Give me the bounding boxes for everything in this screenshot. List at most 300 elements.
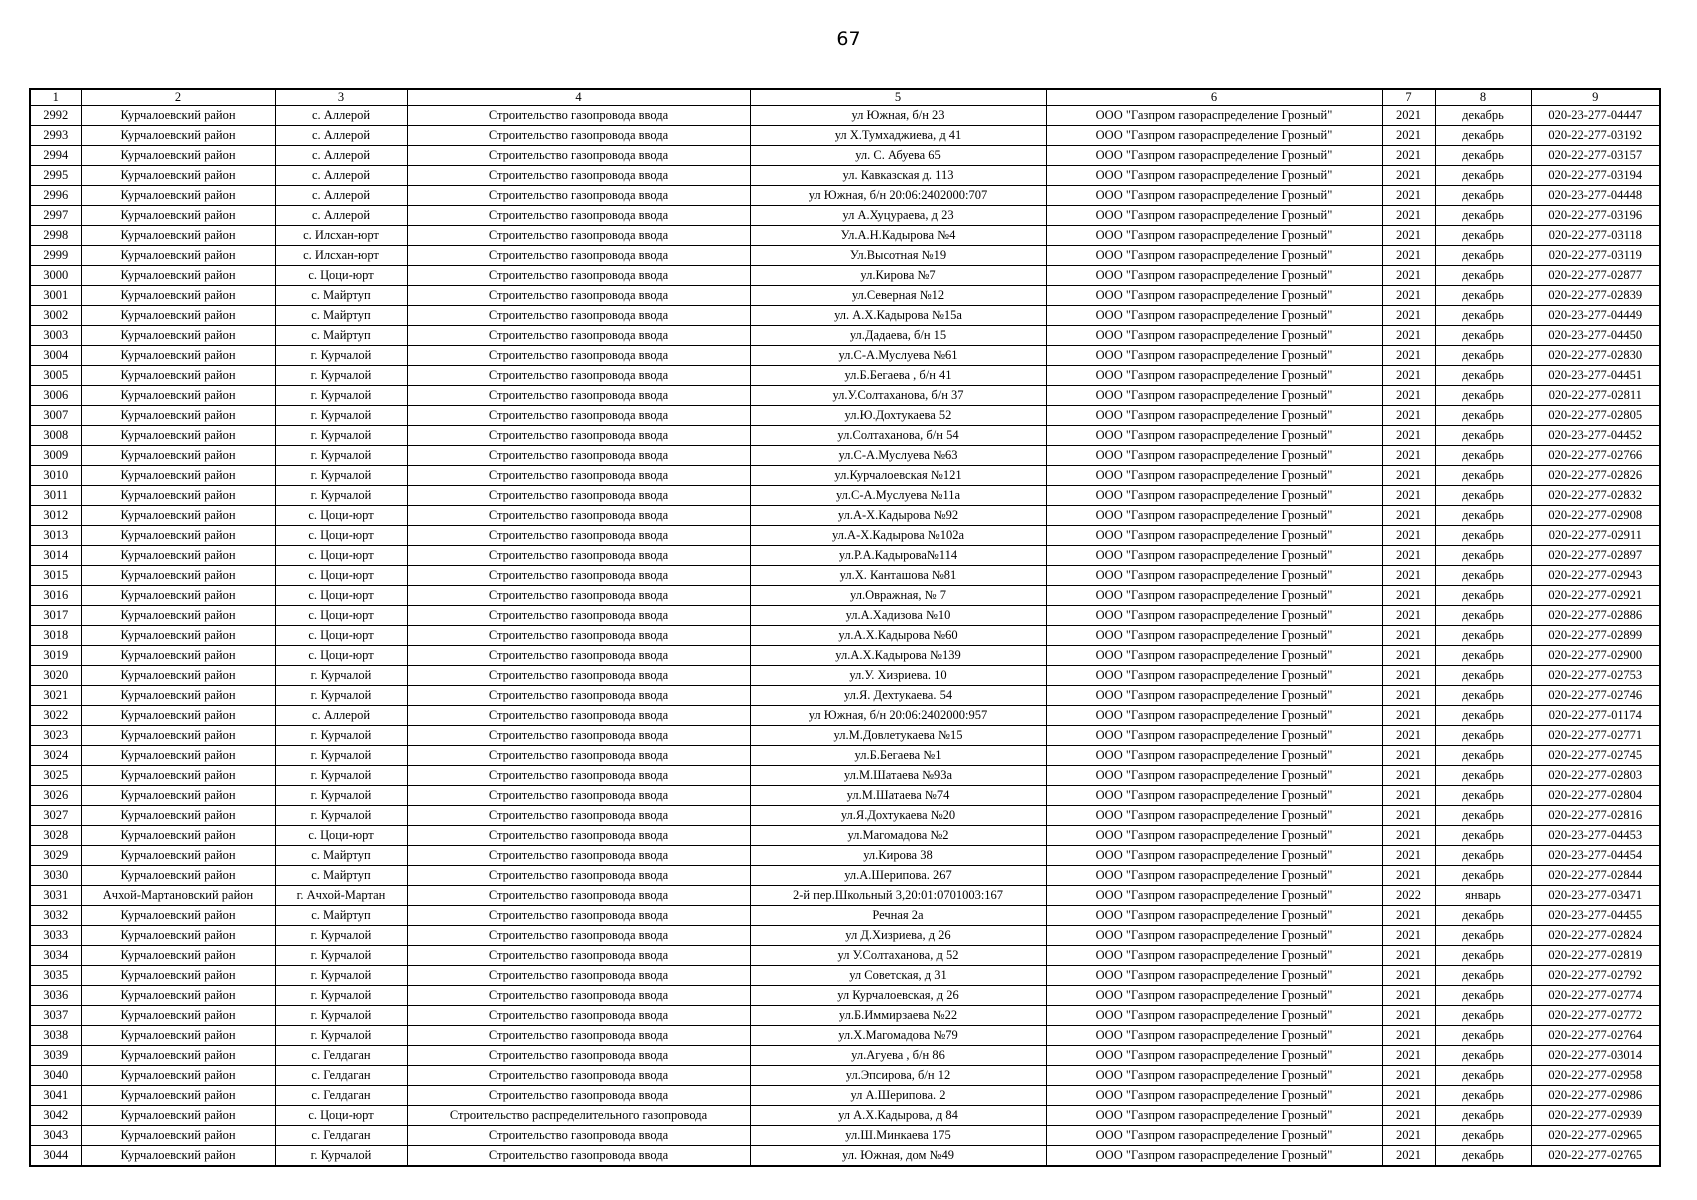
district-cell: Курчалоевский район bbox=[81, 346, 275, 366]
table-row bbox=[30, 146, 1660, 166]
address-cell: ул.Эпсирова, б/н 12 bbox=[750, 1066, 1046, 1086]
district-cell: Курчалоевский район bbox=[81, 1126, 275, 1146]
row-number-cell: 3037 bbox=[30, 1006, 81, 1026]
table-row bbox=[30, 366, 1660, 386]
address-cell: ул.Кирова №7 bbox=[750, 266, 1046, 286]
table-row bbox=[30, 286, 1660, 306]
work-type-cell: Строительство газопровода ввода bbox=[407, 1086, 750, 1106]
district-cell: Курчалоевский район bbox=[81, 446, 275, 466]
year-cell: 2021 bbox=[1382, 706, 1435, 726]
contract-number-cell: 020-22-277-02886 bbox=[1531, 606, 1660, 626]
month-cell: декабрь bbox=[1435, 226, 1531, 246]
organization-cell: ООО "Газпром газораспределение Грозный" bbox=[1046, 206, 1382, 226]
address-cell: ул.А.Х.Кадырова №139 bbox=[750, 646, 1046, 666]
table-row bbox=[30, 386, 1660, 406]
contract-number-cell: 020-22-277-02824 bbox=[1531, 926, 1660, 946]
year-cell: 2021 bbox=[1382, 766, 1435, 786]
contract-number-cell: 020-22-277-02899 bbox=[1531, 626, 1660, 646]
month-cell: декабрь bbox=[1435, 206, 1531, 226]
column-header-8: 8 bbox=[1435, 89, 1531, 106]
work-type-cell: Строительство газопровода ввода bbox=[407, 746, 750, 766]
year-cell: 2021 bbox=[1382, 466, 1435, 486]
table-row bbox=[30, 926, 1660, 946]
row-number-cell: 3026 bbox=[30, 786, 81, 806]
address-cell: ул. Южная, дом №49 bbox=[750, 1146, 1046, 1167]
month-cell: декабрь bbox=[1435, 1006, 1531, 1026]
work-type-cell: Строительство газопровода ввода bbox=[407, 1046, 750, 1066]
table-row bbox=[30, 866, 1660, 886]
row-number-cell: 3010 bbox=[30, 466, 81, 486]
organization-cell: ООО "Газпром газораспределение Грозный" bbox=[1046, 1086, 1382, 1106]
organization-cell: ООО "Газпром газораспределение Грозный" bbox=[1046, 966, 1382, 986]
month-cell: декабрь bbox=[1435, 1146, 1531, 1167]
contract-number-cell: 020-22-277-02911 bbox=[1531, 526, 1660, 546]
month-cell: декабрь bbox=[1435, 326, 1531, 346]
locality-cell: г. Курчалой bbox=[275, 486, 407, 506]
organization-cell: ООО "Газпром газораспределение Грозный" bbox=[1046, 926, 1382, 946]
address-cell: ул.Я.Дохтукаева №20 bbox=[750, 806, 1046, 826]
address-cell: ул.С-А.Муслуева №61 bbox=[750, 346, 1046, 366]
address-cell: ул.Х. Канташова №81 bbox=[750, 566, 1046, 586]
work-type-cell: Строительство газопровода ввода bbox=[407, 726, 750, 746]
organization-cell: ООО "Газпром газораспределение Грозный" bbox=[1046, 786, 1382, 806]
district-cell: Курчалоевский район bbox=[81, 926, 275, 946]
locality-cell: г. Курчалой bbox=[275, 366, 407, 386]
address-cell: ул А.Шерипова. 2 bbox=[750, 1086, 1046, 1106]
month-cell: декабрь bbox=[1435, 106, 1531, 126]
organization-cell: ООО "Газпром газораспределение Грозный" bbox=[1046, 866, 1382, 886]
address-cell: ул.У. Хизриева. 10 bbox=[750, 666, 1046, 686]
row-number-cell: 2998 bbox=[30, 226, 81, 246]
district-cell: Курчалоевский район bbox=[81, 186, 275, 206]
organization-cell: ООО "Газпром газораспределение Грозный" bbox=[1046, 1006, 1382, 1026]
month-cell: декабрь bbox=[1435, 346, 1531, 366]
organization-cell: ООО "Газпром газораспределение Грозный" bbox=[1046, 606, 1382, 626]
locality-cell: с. Гелдаган bbox=[275, 1086, 407, 1106]
address-cell: ул.А.Хадизова №10 bbox=[750, 606, 1046, 626]
work-type-cell: Строительство газопровода ввода bbox=[407, 546, 750, 566]
locality-cell: с. Цоци-юрт bbox=[275, 586, 407, 606]
year-cell: 2021 bbox=[1382, 486, 1435, 506]
district-cell: Курчалоевский район bbox=[81, 126, 275, 146]
row-number-cell: 3039 bbox=[30, 1046, 81, 1066]
address-cell: ул.Б.Бегаева , б/н 41 bbox=[750, 366, 1046, 386]
organization-cell: ООО "Газпром газораспределение Грозный" bbox=[1046, 186, 1382, 206]
year-cell: 2021 bbox=[1382, 426, 1435, 446]
contract-number-cell: 020-22-277-02826 bbox=[1531, 466, 1660, 486]
district-cell: Курчалоевский район bbox=[81, 786, 275, 806]
month-cell: декабрь bbox=[1435, 1066, 1531, 1086]
district-cell: Курчалоевский район bbox=[81, 806, 275, 826]
work-type-cell: Строительство газопровода ввода bbox=[407, 926, 750, 946]
year-cell: 2021 bbox=[1382, 526, 1435, 546]
organization-cell: ООО "Газпром газораспределение Грозный" bbox=[1046, 1046, 1382, 1066]
row-number-cell: 3035 bbox=[30, 966, 81, 986]
work-type-cell: Строительство газопровода ввода bbox=[407, 186, 750, 206]
table-row bbox=[30, 1066, 1660, 1086]
organization-cell: ООО "Газпром газораспределение Грозный" bbox=[1046, 586, 1382, 606]
year-cell: 2021 bbox=[1382, 266, 1435, 286]
organization-cell: ООО "Газпром газораспределение Грозный" bbox=[1046, 686, 1382, 706]
year-cell: 2021 bbox=[1382, 1066, 1435, 1086]
work-type-cell: Строительство газопровода ввода bbox=[407, 906, 750, 926]
work-type-cell: Строительство газопровода ввода bbox=[407, 666, 750, 686]
address-cell: ул А.Хуцураева, д 23 bbox=[750, 206, 1046, 226]
row-number-cell: 3000 bbox=[30, 266, 81, 286]
work-type-cell: Строительство газопровода ввода bbox=[407, 846, 750, 866]
address-cell: ул.У.Солтаханова, б/н 37 bbox=[750, 386, 1046, 406]
row-number-cell: 3007 bbox=[30, 406, 81, 426]
address-cell: ул.Курчалоевская №121 bbox=[750, 466, 1046, 486]
month-cell: декабрь bbox=[1435, 466, 1531, 486]
register-table bbox=[29, 88, 1661, 1167]
address-cell: ул.Ю.Дохтукаева 52 bbox=[750, 406, 1046, 426]
row-number-cell: 3030 bbox=[30, 866, 81, 886]
locality-cell: с. Майртуп bbox=[275, 306, 407, 326]
work-type-cell: Строительство газопровода ввода bbox=[407, 326, 750, 346]
row-number-cell: 3015 bbox=[30, 566, 81, 586]
locality-cell: г. Курчалой bbox=[275, 806, 407, 826]
address-cell: ул.М.Довлетукаева №15 bbox=[750, 726, 1046, 746]
contract-number-cell: 020-22-277-02965 bbox=[1531, 1126, 1660, 1146]
contract-number-cell: 020-22-277-02772 bbox=[1531, 1006, 1660, 1026]
table-row bbox=[30, 1086, 1660, 1106]
address-cell: ул.Р.А.Кадырова№114 bbox=[750, 546, 1046, 566]
contract-number-cell: 020-22-277-03119 bbox=[1531, 246, 1660, 266]
work-type-cell: Строительство распределительного газопровода bbox=[407, 1106, 750, 1126]
row-number-cell: 3027 bbox=[30, 806, 81, 826]
contract-number-cell: 020-22-277-03196 bbox=[1531, 206, 1660, 226]
work-type-cell: Строительство газопровода ввода bbox=[407, 626, 750, 646]
organization-cell: ООО "Газпром газораспределение Грозный" bbox=[1046, 906, 1382, 926]
table-row bbox=[30, 326, 1660, 346]
organization-cell: ООО "Газпром газораспределение Грозный" bbox=[1046, 506, 1382, 526]
month-cell: декабрь bbox=[1435, 266, 1531, 286]
table-row bbox=[30, 306, 1660, 326]
month-cell: декабрь bbox=[1435, 286, 1531, 306]
contract-number-cell: 020-22-277-02877 bbox=[1531, 266, 1660, 286]
address-cell: ул Курчалоевская, д 26 bbox=[750, 986, 1046, 1006]
table-row bbox=[30, 546, 1660, 566]
locality-cell: г. Курчалой bbox=[275, 406, 407, 426]
district-cell: Курчалоевский район bbox=[81, 326, 275, 346]
address-cell: ул У.Солтаханова, д 52 bbox=[750, 946, 1046, 966]
organization-cell: ООО "Газпром газораспределение Грозный" bbox=[1046, 366, 1382, 386]
table-row bbox=[30, 106, 1660, 126]
month-cell: декабрь bbox=[1435, 866, 1531, 886]
table-row bbox=[30, 1126, 1660, 1146]
table-row bbox=[30, 166, 1660, 186]
district-cell: Курчалоевский район bbox=[81, 386, 275, 406]
month-cell: декабрь bbox=[1435, 386, 1531, 406]
year-cell: 2021 bbox=[1382, 226, 1435, 246]
month-cell: декабрь bbox=[1435, 146, 1531, 166]
work-type-cell: Строительство газопровода ввода bbox=[407, 946, 750, 966]
organization-cell: ООО "Газпром газораспределение Грозный" bbox=[1046, 946, 1382, 966]
work-type-cell: Строительство газопровода ввода bbox=[407, 866, 750, 886]
row-number-cell: 3017 bbox=[30, 606, 81, 626]
locality-cell: г. Курчалой bbox=[275, 466, 407, 486]
row-number-cell: 3012 bbox=[30, 506, 81, 526]
district-cell: Курчалоевский район bbox=[81, 586, 275, 606]
locality-cell: с. Аллерой bbox=[275, 706, 407, 726]
table-row bbox=[30, 826, 1660, 846]
district-cell: Курчалоевский район bbox=[81, 1046, 275, 1066]
contract-number-cell: 020-22-277-03192 bbox=[1531, 126, 1660, 146]
row-number-cell: 2999 bbox=[30, 246, 81, 266]
address-cell: ул. Кавказская д. 113 bbox=[750, 166, 1046, 186]
locality-cell: с. Гелдаган bbox=[275, 1066, 407, 1086]
locality-cell: г. Курчалой bbox=[275, 766, 407, 786]
contract-number-cell: 020-22-277-02764 bbox=[1531, 1026, 1660, 1046]
organization-cell: ООО "Газпром газораспределение Грозный" bbox=[1046, 886, 1382, 906]
organization-cell: ООО "Газпром газораспределение Грозный" bbox=[1046, 426, 1382, 446]
table-row bbox=[30, 406, 1660, 426]
district-cell: Курчалоевский район bbox=[81, 406, 275, 426]
work-type-cell: Строительство газопровода ввода bbox=[407, 1006, 750, 1026]
district-cell: Курчалоевский район bbox=[81, 546, 275, 566]
address-cell: ул Южная, б/н 20:06:2402000:957 bbox=[750, 706, 1046, 726]
table-row bbox=[30, 946, 1660, 966]
work-type-cell: Строительство газопровода ввода bbox=[407, 606, 750, 626]
table-row bbox=[30, 566, 1660, 586]
table-row bbox=[30, 506, 1660, 526]
year-cell: 2021 bbox=[1382, 806, 1435, 826]
address-cell: ул.А-Х.Кадырова №92 bbox=[750, 506, 1046, 526]
locality-cell: с. Аллерой bbox=[275, 126, 407, 146]
address-cell: ул. С. Абуева 65 bbox=[750, 146, 1046, 166]
row-number-cell: 3020 bbox=[30, 666, 81, 686]
locality-cell: г. Курчалой bbox=[275, 726, 407, 746]
work-type-cell: Строительство газопровода ввода bbox=[407, 566, 750, 586]
organization-cell: ООО "Газпром газораспределение Грозный" bbox=[1046, 466, 1382, 486]
locality-cell: с. Цоци-юрт bbox=[275, 1106, 407, 1126]
address-cell: ул Южная, б/н 23 bbox=[750, 106, 1046, 126]
district-cell: Курчалоевский район bbox=[81, 966, 275, 986]
organization-cell: ООО "Газпром газораспределение Грозный" bbox=[1046, 546, 1382, 566]
locality-cell: г. Курчалой bbox=[275, 966, 407, 986]
row-number-cell: 3031 bbox=[30, 886, 81, 906]
contract-number-cell: 020-22-277-02811 bbox=[1531, 386, 1660, 406]
year-cell: 2021 bbox=[1382, 826, 1435, 846]
table-row bbox=[30, 526, 1660, 546]
district-cell: Курчалоевский район bbox=[81, 306, 275, 326]
contract-number-cell: 020-22-277-02844 bbox=[1531, 866, 1660, 886]
month-cell: декабрь bbox=[1435, 1026, 1531, 1046]
district-cell: Курчалоевский район bbox=[81, 526, 275, 546]
month-cell: декабрь bbox=[1435, 666, 1531, 686]
work-type-cell: Строительство газопровода ввода bbox=[407, 966, 750, 986]
row-number-cell: 3011 bbox=[30, 486, 81, 506]
address-cell: ул А.Х.Кадырова, д 84 bbox=[750, 1106, 1046, 1126]
locality-cell: г. Курчалой bbox=[275, 446, 407, 466]
district-cell: Курчалоевский район bbox=[81, 846, 275, 866]
locality-cell: г. Курчалой bbox=[275, 666, 407, 686]
year-cell: 2021 bbox=[1382, 306, 1435, 326]
year-cell: 2021 bbox=[1382, 126, 1435, 146]
district-cell: Курчалоевский район bbox=[81, 726, 275, 746]
work-type-cell: Строительство газопровода ввода bbox=[407, 526, 750, 546]
row-number-cell: 3029 bbox=[30, 846, 81, 866]
work-type-cell: Строительство газопровода ввода bbox=[407, 146, 750, 166]
work-type-cell: Строительство газопровода ввода bbox=[407, 806, 750, 826]
month-cell: декабрь bbox=[1435, 366, 1531, 386]
district-cell: Курчалоевский район bbox=[81, 146, 275, 166]
address-cell: Ул.Высотная №19 bbox=[750, 246, 1046, 266]
header-row bbox=[30, 89, 1660, 106]
contract-number-cell: 020-22-277-03014 bbox=[1531, 1046, 1660, 1066]
organization-cell: ООО "Газпром газораспределение Грозный" bbox=[1046, 1146, 1382, 1167]
organization-cell: ООО "Газпром газораспределение Грозный" bbox=[1046, 1106, 1382, 1126]
table-row bbox=[30, 906, 1660, 926]
district-cell: Курчалоевский район bbox=[81, 166, 275, 186]
year-cell: 2021 bbox=[1382, 1146, 1435, 1167]
year-cell: 2021 bbox=[1382, 906, 1435, 926]
address-cell: ул.Я. Дехтукаева. 54 bbox=[750, 686, 1046, 706]
contract-number-cell: 020-22-277-02774 bbox=[1531, 986, 1660, 1006]
district-cell: Курчалоевский район bbox=[81, 486, 275, 506]
work-type-cell: Строительство газопровода ввода bbox=[407, 586, 750, 606]
table-row bbox=[30, 786, 1660, 806]
year-cell: 2021 bbox=[1382, 206, 1435, 226]
district-cell: Курчалоевский район bbox=[81, 866, 275, 886]
work-type-cell: Строительство газопровода ввода bbox=[407, 786, 750, 806]
table-row bbox=[30, 686, 1660, 706]
address-cell: ул.М.Шатаева №74 bbox=[750, 786, 1046, 806]
organization-cell: ООО "Газпром газораспределение Грозный" bbox=[1046, 486, 1382, 506]
row-number-cell: 3040 bbox=[30, 1066, 81, 1086]
year-cell: 2021 bbox=[1382, 386, 1435, 406]
district-cell: Курчалоевский район bbox=[81, 606, 275, 626]
month-cell: декабрь bbox=[1435, 766, 1531, 786]
month-cell: декабрь bbox=[1435, 506, 1531, 526]
contract-number-cell: 020-22-277-03118 bbox=[1531, 226, 1660, 246]
contract-number-cell: 020-22-277-02746 bbox=[1531, 686, 1660, 706]
month-cell: декабрь bbox=[1435, 246, 1531, 266]
organization-cell: ООО "Газпром газораспределение Грозный" bbox=[1046, 386, 1382, 406]
page-number: 67 bbox=[836, 28, 861, 50]
organization-cell: ООО "Газпром газораспределение Грозный" bbox=[1046, 526, 1382, 546]
contract-number-cell: 020-22-277-02771 bbox=[1531, 726, 1660, 746]
locality-cell: с. Цоци-юрт bbox=[275, 566, 407, 586]
year-cell: 2021 bbox=[1382, 1126, 1435, 1146]
work-type-cell: Строительство газопровода ввода bbox=[407, 126, 750, 146]
organization-cell: ООО "Газпром газораспределение Грозный" bbox=[1046, 826, 1382, 846]
month-cell: декабрь bbox=[1435, 486, 1531, 506]
work-type-cell: Строительство газопровода ввода bbox=[407, 346, 750, 366]
year-cell: 2021 bbox=[1382, 406, 1435, 426]
year-cell: 2021 bbox=[1382, 946, 1435, 966]
month-cell: декабрь bbox=[1435, 586, 1531, 606]
work-type-cell: Строительство газопровода ввода bbox=[407, 306, 750, 326]
year-cell: 2021 bbox=[1382, 626, 1435, 646]
district-cell: Курчалоевский район bbox=[81, 986, 275, 1006]
table-row bbox=[30, 666, 1660, 686]
address-cell: ул.А-Х.Кадырова №102а bbox=[750, 526, 1046, 546]
month-cell: декабрь bbox=[1435, 646, 1531, 666]
locality-cell: с. Майртуп bbox=[275, 906, 407, 926]
district-cell: Курчалоевский район bbox=[81, 1086, 275, 1106]
organization-cell: ООО "Газпром газораспределение Грозный" bbox=[1046, 326, 1382, 346]
year-cell: 2021 bbox=[1382, 346, 1435, 366]
locality-cell: с. Майртуп bbox=[275, 866, 407, 886]
year-cell: 2021 bbox=[1382, 1046, 1435, 1066]
table-row bbox=[30, 446, 1660, 466]
district-cell: Курчалоевский район bbox=[81, 266, 275, 286]
table-row bbox=[30, 266, 1660, 286]
table-row bbox=[30, 206, 1660, 226]
contract-number-cell: 020-23-277-04451 bbox=[1531, 366, 1660, 386]
work-type-cell: Строительство газопровода ввода bbox=[407, 1126, 750, 1146]
table-row bbox=[30, 1046, 1660, 1066]
row-number-cell: 3028 bbox=[30, 826, 81, 846]
address-cell: ул.Дадаева, б/н 15 bbox=[750, 326, 1046, 346]
row-number-cell: 3034 bbox=[30, 946, 81, 966]
address-cell: ул. А.Х.Кадырова №15а bbox=[750, 306, 1046, 326]
row-number-cell: 3038 bbox=[30, 1026, 81, 1046]
month-cell: декабрь bbox=[1435, 126, 1531, 146]
column-header-5: 5 bbox=[750, 89, 1046, 106]
contract-number-cell: 020-22-277-03194 bbox=[1531, 166, 1660, 186]
row-number-cell: 3014 bbox=[30, 546, 81, 566]
row-number-cell: 3025 bbox=[30, 766, 81, 786]
organization-cell: ООО "Газпром газораспределение Грозный" bbox=[1046, 306, 1382, 326]
contract-number-cell: 020-22-277-02832 bbox=[1531, 486, 1660, 506]
organization-cell: ООО "Газпром газораспределение Грозный" bbox=[1046, 126, 1382, 146]
row-number-cell: 3042 bbox=[30, 1106, 81, 1126]
district-cell: Курчалоевский район bbox=[81, 746, 275, 766]
organization-cell: ООО "Газпром газораспределение Грозный" bbox=[1046, 766, 1382, 786]
row-number-cell: 2993 bbox=[30, 126, 81, 146]
work-type-cell: Строительство газопровода ввода bbox=[407, 506, 750, 526]
contract-number-cell: 020-22-277-02765 bbox=[1531, 1146, 1660, 1167]
year-cell: 2021 bbox=[1382, 566, 1435, 586]
month-cell: декабрь bbox=[1435, 966, 1531, 986]
locality-cell: г. Курчалой bbox=[275, 386, 407, 406]
table-row bbox=[30, 126, 1660, 146]
organization-cell: ООО "Газпром газораспределение Грозный" bbox=[1046, 166, 1382, 186]
district-cell: Курчалоевский район bbox=[81, 426, 275, 446]
organization-cell: ООО "Газпром газораспределение Грозный" bbox=[1046, 146, 1382, 166]
organization-cell: ООО "Газпром газораспределение Грозный" bbox=[1046, 106, 1382, 126]
month-cell: декабрь bbox=[1435, 1106, 1531, 1126]
district-cell: Курчалоевский район bbox=[81, 366, 275, 386]
contract-number-cell: 020-22-277-02986 bbox=[1531, 1086, 1660, 1106]
row-number-cell: 3003 bbox=[30, 326, 81, 346]
month-cell: декабрь bbox=[1435, 186, 1531, 206]
year-cell: 2021 bbox=[1382, 446, 1435, 466]
work-type-cell: Строительство газопровода ввода bbox=[407, 646, 750, 666]
contract-number-cell: 020-22-277-02897 bbox=[1531, 546, 1660, 566]
district-cell: Курчалоевский район bbox=[81, 1006, 275, 1026]
work-type-cell: Строительство газопровода ввода bbox=[407, 466, 750, 486]
organization-cell: ООО "Газпром газораспределение Грозный" bbox=[1046, 706, 1382, 726]
month-cell: декабрь bbox=[1435, 166, 1531, 186]
work-type-cell: Строительство газопровода ввода bbox=[407, 226, 750, 246]
contract-number-cell: 020-23-277-03471 bbox=[1531, 886, 1660, 906]
address-cell: ул.А.Х.Кадырова №60 bbox=[750, 626, 1046, 646]
month-cell: декабрь bbox=[1435, 726, 1531, 746]
contract-number-cell: 020-23-277-04452 bbox=[1531, 426, 1660, 446]
year-cell: 2021 bbox=[1382, 146, 1435, 166]
work-type-cell: Строительство газопровода ввода bbox=[407, 1066, 750, 1086]
address-cell: ул.М.Шатаева №93а bbox=[750, 766, 1046, 786]
locality-cell: с. Аллерой bbox=[275, 206, 407, 226]
district-cell: Курчалоевский район bbox=[81, 626, 275, 646]
work-type-cell: Строительство газопровода ввода bbox=[407, 406, 750, 426]
address-cell: ул Д.Хизриева, д 26 bbox=[750, 926, 1046, 946]
contract-number-cell: 020-22-277-02816 bbox=[1531, 806, 1660, 826]
